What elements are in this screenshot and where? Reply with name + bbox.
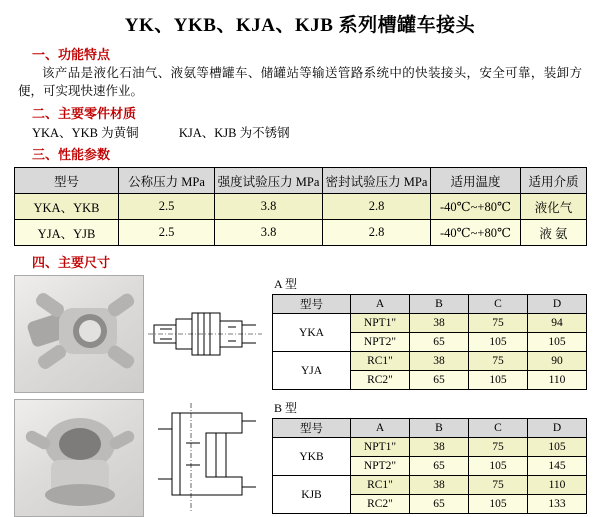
dim-header-cell: 型号 bbox=[273, 295, 351, 314]
dim-cell: 75 bbox=[469, 476, 528, 495]
spec-header-cell: 强度试验压力 MPa bbox=[215, 168, 323, 194]
spec-cell: 液 氨 bbox=[521, 220, 587, 246]
dim-header-cell: C bbox=[469, 419, 528, 438]
product-photo-a bbox=[14, 275, 144, 393]
dimension-table-a bbox=[272, 294, 587, 390]
spec-cell: YJA、YJB bbox=[15, 220, 119, 246]
spec-cell: YKA、YKB bbox=[15, 194, 119, 220]
dim-header-cell: A bbox=[351, 419, 410, 438]
dim-cell: 75 bbox=[469, 352, 528, 371]
table-header-row bbox=[15, 168, 587, 194]
dim-header-cell: B bbox=[410, 295, 469, 314]
dim-cell: RC1" bbox=[351, 352, 410, 371]
type-label-b: B 型 bbox=[274, 401, 298, 416]
dim-cell: 65 bbox=[410, 495, 469, 514]
dim-header-cell: D bbox=[528, 419, 587, 438]
section-heading-dimensions: 四、主要尺寸 bbox=[32, 255, 111, 271]
dim-cell: 105 bbox=[469, 495, 528, 514]
table-row bbox=[273, 352, 587, 371]
dimension-table-a-wrap bbox=[272, 275, 587, 390]
table-row bbox=[273, 438, 587, 457]
materials-stainless: KJA、KJB 为不锈钢 bbox=[178, 126, 290, 141]
dim-cell: 75 bbox=[469, 314, 528, 333]
dim-cell: RC2" bbox=[351, 495, 410, 514]
table-row bbox=[15, 194, 587, 220]
spec-cell: 2.8 bbox=[323, 220, 431, 246]
dim-cell: 145 bbox=[528, 457, 587, 476]
dim-header-cell: B bbox=[410, 419, 469, 438]
dim-cell: 65 bbox=[410, 457, 469, 476]
spec-cell: 液化气 bbox=[521, 194, 587, 220]
spec-cell: -40℃~+80℃ bbox=[431, 220, 521, 246]
dim-cell: RC2" bbox=[351, 371, 410, 390]
spec-cell: 3.8 bbox=[215, 220, 323, 246]
spec-header-cell: 公称压力 MPa bbox=[119, 168, 215, 194]
dim-header-cell: A bbox=[351, 295, 410, 314]
dim-cell: NPT2" bbox=[351, 333, 410, 352]
dim-cell: 133 bbox=[528, 495, 587, 514]
dimension-row-a bbox=[14, 275, 586, 393]
dim-cell: 105 bbox=[528, 333, 587, 352]
spec-header-cell: 适用温度 bbox=[431, 168, 521, 194]
dim-model-cell: YKA bbox=[273, 314, 351, 352]
table-row bbox=[273, 314, 587, 333]
dim-cell: 65 bbox=[410, 371, 469, 390]
features-paragraph: 该产品是液化石油气、液氨等槽罐车、储罐站等输送管路系统中的快装接头，安全可靠，装卸方便，可实现快速作业。 bbox=[18, 66, 582, 99]
dim-cell: 75 bbox=[469, 438, 528, 457]
dim-cell: 65 bbox=[410, 333, 469, 352]
section-heading-features: 一、功能特点 bbox=[32, 47, 111, 62]
technical-drawing-a bbox=[146, 275, 264, 393]
dim-cell: 110 bbox=[528, 476, 587, 495]
dim-header-cell: 型号 bbox=[273, 419, 351, 438]
dim-cell: NPT1" bbox=[351, 438, 410, 457]
spec-cell: -40℃~+80℃ bbox=[431, 194, 521, 220]
dim-cell: 38 bbox=[410, 352, 469, 371]
section-heading-performance: 三、性能参数 bbox=[32, 147, 111, 163]
section-heading-materials: 二、主要零件材质 bbox=[32, 106, 137, 122]
dim-cell: NPT1" bbox=[351, 314, 410, 333]
dim-cell: RC1" bbox=[351, 476, 410, 495]
spec-header-cell: 型号 bbox=[15, 168, 119, 194]
product-photo-b bbox=[14, 399, 144, 517]
dim-model-cell: YJA bbox=[273, 352, 351, 390]
dimension-blocks bbox=[14, 275, 586, 517]
dim-model-cell: YKB bbox=[273, 438, 351, 476]
drawing-svg-b bbox=[146, 399, 264, 517]
spec-cell: 2.8 bbox=[323, 194, 431, 220]
dim-header-cell: D bbox=[528, 295, 587, 314]
spec-cell: 2.5 bbox=[119, 194, 215, 220]
dim-cell: NPT2" bbox=[351, 457, 410, 476]
dim-model-cell: KJB bbox=[273, 476, 351, 514]
dimension-row-b bbox=[14, 399, 586, 517]
type-label-a: A 型 bbox=[274, 277, 298, 292]
dim-cell: 105 bbox=[469, 371, 528, 390]
spec-table bbox=[14, 167, 587, 246]
dim-cell: 94 bbox=[528, 314, 587, 333]
dim-cell: 38 bbox=[410, 438, 469, 457]
dimension-table-b bbox=[272, 418, 587, 514]
dim-cell: 38 bbox=[410, 476, 469, 495]
dim-header-cell: C bbox=[469, 295, 528, 314]
spec-header-cell: 适用介质 bbox=[521, 168, 587, 194]
materials-line bbox=[32, 123, 586, 141]
drawing-svg-a bbox=[146, 275, 264, 393]
table-header-row bbox=[273, 419, 587, 438]
materials-brass: YKA、YKB 为黄铜 bbox=[32, 126, 139, 141]
page-title: YK、YKB、KJA、KJB 系列槽罐车接头 bbox=[124, 15, 476, 36]
dim-cell: 90 bbox=[528, 352, 587, 371]
dim-cell: 110 bbox=[528, 371, 587, 390]
dimension-table-b-wrap bbox=[272, 399, 587, 514]
spec-cell: 2.5 bbox=[119, 220, 215, 246]
spec-header-cell: 密封试验压力 MPa bbox=[323, 168, 431, 194]
table-header-row bbox=[273, 295, 587, 314]
dim-cell: 105 bbox=[528, 438, 587, 457]
spec-cell: 3.8 bbox=[215, 194, 323, 220]
technical-drawing-b bbox=[146, 399, 264, 517]
dim-cell: 105 bbox=[469, 457, 528, 476]
table-row bbox=[15, 220, 587, 246]
dim-cell: 105 bbox=[469, 333, 528, 352]
table-row bbox=[273, 476, 587, 495]
dim-cell: 38 bbox=[410, 314, 469, 333]
